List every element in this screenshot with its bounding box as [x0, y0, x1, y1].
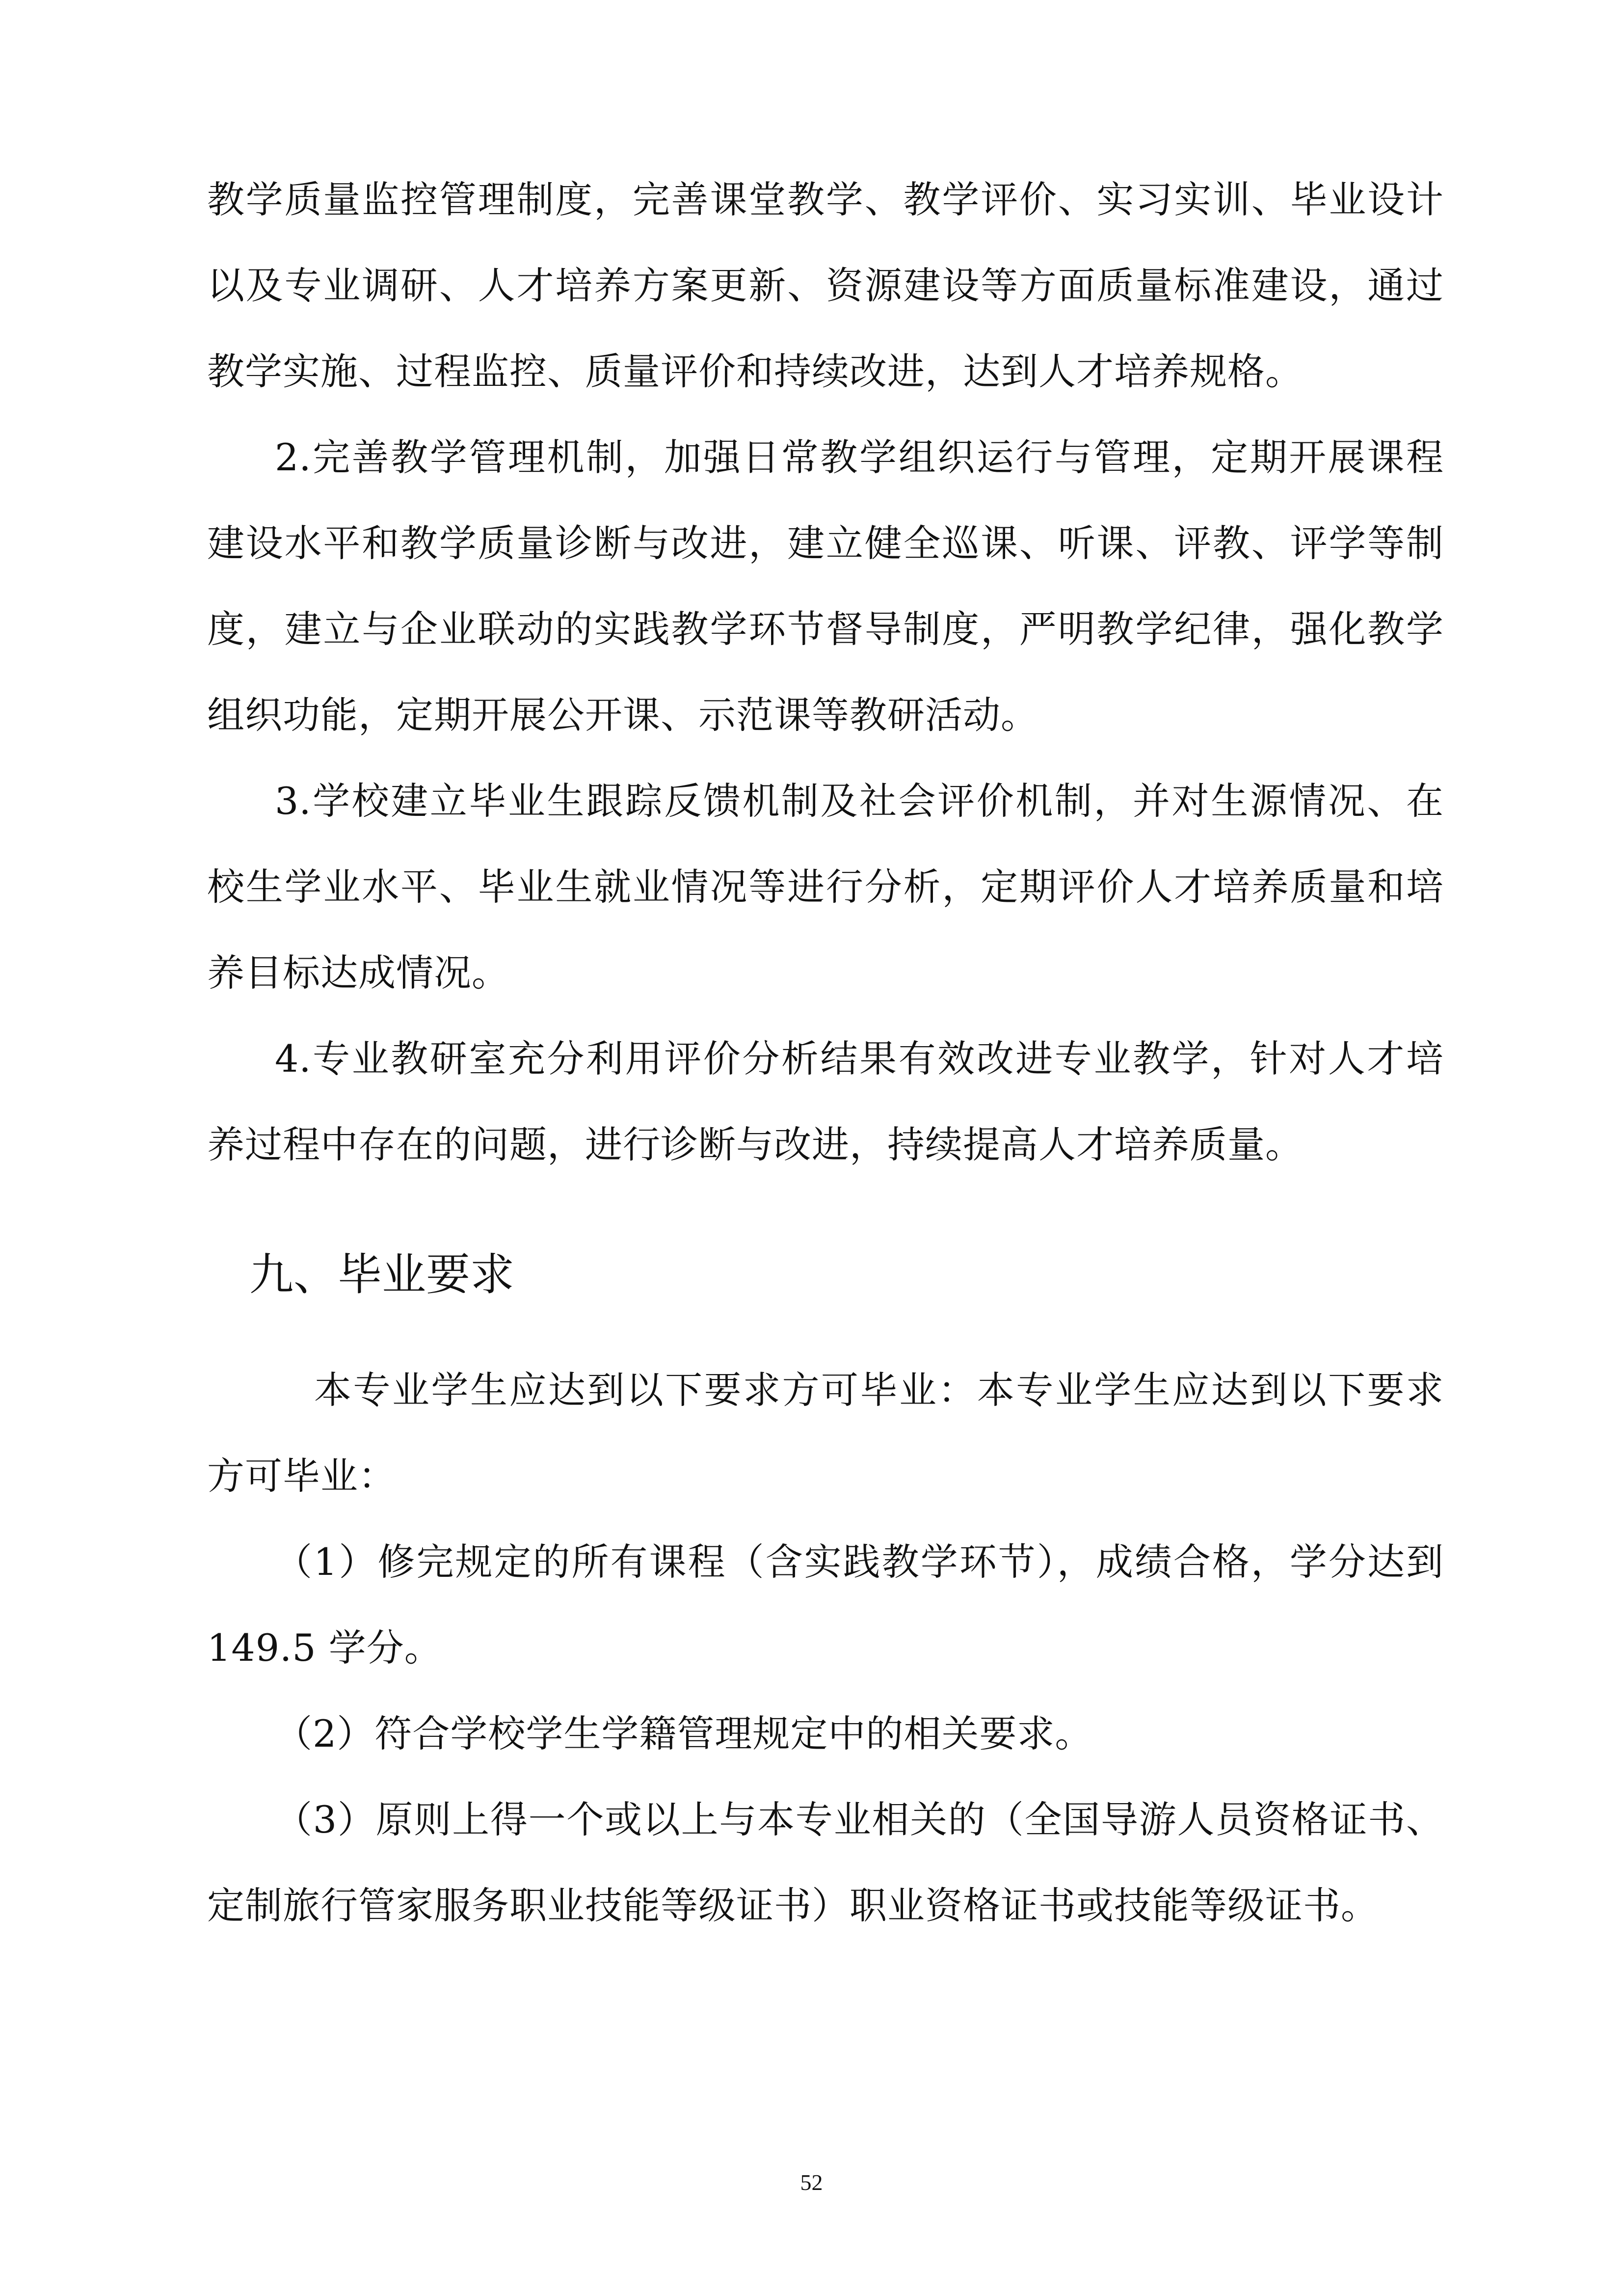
requirement-line: 本专业学生应达到以下要求方可毕业：本专业学生应达到以下要求 [314, 1368, 1444, 1412]
requirement-line: 149.5 学分。 [207, 1626, 442, 1670]
requirement-line: （3）原则上得一个或以上与本专业相关的（全国导游人员资格证书、 [275, 1798, 1444, 1841]
paragraph-line: 度，建立与企业联动的实践教学环节督导制度，严明教学纪律，强化教学 [207, 607, 1444, 651]
paragraph-line: 校生学业水平、毕业生就业情况等进行分析，定期评价人才培养质量和培 [207, 865, 1444, 909]
paragraph-line: 4.专业教研室充分利用评价分析结果有效改进专业教学，针对人才培 [275, 1037, 1444, 1080]
page-number: 52 [800, 2170, 823, 2195]
paragraph-line: 2.完善教学管理机制，加强日常教学组织运行与管理，定期开展课程 [275, 435, 1444, 479]
paragraph-line: 建设水平和教学质量诊断与改进，建立健全巡课、听课、评教、评学等制 [207, 521, 1444, 565]
section-heading: 九、毕业要求 [249, 1249, 514, 1300]
requirement-line: （2）符合学校学生学籍管理规定中的相关要求。 [275, 1712, 1093, 1756]
requirement-line: （1）修完规定的所有课程（含实践教学环节），成绩合格，学分达到 [275, 1540, 1444, 1584]
paragraph-line: 养过程中存在的问题，进行诊断与改进，持续提高人才培养质量。 [207, 1123, 1303, 1166]
paragraph-line: 3.学校建立毕业生跟踪反馈机制及社会评价机制，并对生源情况、在 [275, 779, 1444, 823]
paragraph-line: 教学实施、过程监控、质量评价和持续改进，达到人才培养规格。 [207, 350, 1303, 393]
paragraph-line: 以及专业调研、人才培养方案更新、资源建设等方面质量标准建设，通过 [207, 264, 1444, 307]
paragraph-line: 教学质量监控管理制度，完善课堂教学、教学评价、实习实训、毕业设计 [207, 178, 1444, 221]
requirement-line: 方可毕业： [207, 1454, 396, 1498]
requirement-line: 定制旅行管家服务职业技能等级证书）职业资格证书或技能等级证书。 [207, 1884, 1379, 1927]
paragraph-line: 养目标达成情况。 [207, 951, 509, 995]
paragraph-line: 组织功能，定期开展公开课、示范课等教研活动。 [207, 693, 1038, 737]
